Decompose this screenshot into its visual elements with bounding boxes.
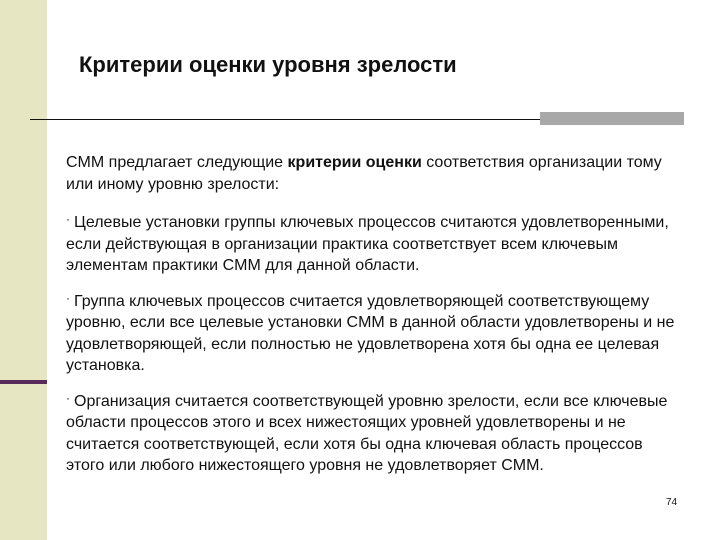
bullet-icon: ·	[66, 390, 70, 405]
page-number: 74	[666, 497, 678, 508]
bullet-icon: ·	[66, 290, 70, 305]
intro-text-start: CMM предлагает следующие	[66, 154, 288, 171]
criterion-text: Целевые установки группы ключевых процессов считаются удовлетворенными, если действующая в организации практика соответствует всем ключевым элементам практики CMM для данной области.	[66, 214, 669, 274]
intro-bold-term: критерии оценки	[287, 154, 422, 171]
left-band-accent-line	[0, 380, 47, 384]
criterion-item	[66, 209, 680, 277]
bullet-icon: ·	[66, 212, 70, 226]
intro-text-end: соответствия организации тому или иному уровню зрелости:	[66, 154, 662, 193]
criterion-text: Организация считается соответствующей уровню зрелости, если все ключевые области процессов этого и всех нижестоящих уровней удовлетворены и не считается соответствующей, если хотя бы одна ключевая область процессов этого или любого нижестоящего уровня не удовлетворяет CMM.	[66, 392, 668, 474]
criterion-item	[66, 388, 680, 477]
criterion-text: Группа ключевых процессов считается удовлетворяющей соответствующему уровню, если все целевые установки CMM в данной области удовлетворены и не удовлетворяющей, если полностью не удовлетворена хотя бы одна ее целевая установка.	[66, 292, 675, 374]
title-divider-accent	[540, 112, 684, 125]
slide-title: Критерии оценки уровня зрелости	[79, 52, 457, 77]
left-decorative-band	[0, 0, 47, 540]
intro-paragraph	[66, 152, 680, 195]
slide-body	[66, 152, 680, 488]
criterion-item	[66, 288, 680, 377]
